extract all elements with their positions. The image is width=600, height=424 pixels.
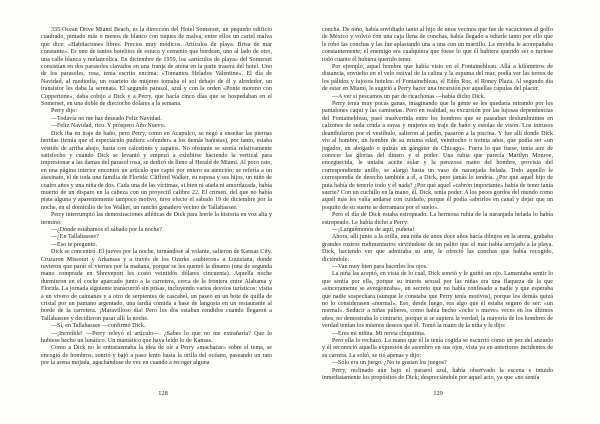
paragraph: concha. De niño, había envidiado tanto al hijo de unos vecinos que fue de vacaciones al golfo de México y volvió con una caja llena de conchas, había llegado a odiarle tanto por ello que le robó las conchas y las fue aplastando una a una con un martillo. La envidia le acompañaba constantemente; el enemigo era cualquiera que fuese lo que él hubiera querido ser o tuviese todo cuanto él hubiera querido tener. bbox=[322, 27, 553, 63]
paragraph: Pero ella lo rechazó. La mano que él le tenía cogida se escurrió como un pez del anzuelo y él reconoció aquella expresión de asombro en sus ojos, vista ya en anteriores incidentes de su carrera. La soltó, se rió apenas y dijo: bbox=[322, 338, 553, 359]
page-number-right: 129 bbox=[433, 390, 443, 397]
paragraph: —Todavía no me has deseado Feliz Navidad. bbox=[51, 115, 162, 122]
paragraph: —Van muy bien para hacerles los ojos. bbox=[332, 264, 428, 270]
paragraph: —Eres mi niñita. Mi novia chiquitina. bbox=[332, 330, 426, 337]
paragraph: 335 Ocean Drive Miami Beach, es la dirección del Hotel Somerset, un pequeño edificio cuadrado, pintado más o menos de blanco con toques de malva, entre ellos un cartel malva que dice: «Habitaciones libres. Precios muy módicos. Artículos de playa. Brisa de mar constante». Es uno de tantos hotelitos de estuco y cemento que bordean, uno al lado de otro, una calle blanca y melancólica. En diciembre de 1959, los «artículos de playa» del Somerset consistían en dos parasoles clavados en una franja de arena en la parte trasera del hotel. Uno de los parasoles, rosa, tenía escrito encima: «Tomamos Helados Valentine». El día de Navidad, al mediodía, un cuarteto de mujeres tomaba el sol debajo de él y alrededor, un transistor les daba la serenata. El segundo parasol, azul y con la orden «Ponte moreno con Coppertone», daba cobijo a Dick y a Perry, que hacía cinco días que se hospedaban en el Somerset, en una doble de dieciocho dólares a la semana. bbox=[41, 27, 272, 108]
paragraph: —Sólo era un juego. ¿No te gustan los juegos? bbox=[332, 360, 447, 367]
paragraph: Perry interrumpió las demostraciones atléticas de Dick para leerle la historia en voz alta y terminó: bbox=[41, 212, 272, 226]
paragraph: —Feliz Navidad, rico. Y próspero Año Nuevo. bbox=[51, 123, 166, 130]
paragraph: Ahora, allí junto a la orilla, una niña de unos doce años hacía dibujos en la arena, grababa grandes rostros rudimentarios sirviéndose de un palito que el mar había arrojado a la playa. Dick, haciendo ver que admiraba su arte, le ofreció las conchas que había recogido, diciéndole: bbox=[322, 234, 553, 263]
paragraph: Pero el día de Dick estaba estropeado. La hermosa rubia de la naranjada helada lo había estropeado. Le había dicho a Perry: bbox=[322, 212, 553, 226]
page-left-text bbox=[41, 27, 272, 368]
paragraph: —¡Increíble! —Perry releyó el artículo—. ¿Sabes lo que no me extrañaría? Que lo hubiese hecho un lunático. Un maniático que haya leído lo de Kansas. bbox=[41, 330, 272, 345]
paragraph: Como a Dick no le entusiasmaba la idea de oír a Perry «machacar» sobre el tema, se encogió de hombros, sonrió y bajó a paso lento hasta la orilla del océano, paseando un rato por la arena mojada, agachándose de vez en cuando a recoger alguna bbox=[41, 345, 272, 367]
paragraph: Por ejemplo, aquel hombre que había visto en el Fontainebleau. Allá a kilómetros de distancia, envuelto en el velo estival de la calina y la espuma del mar, podía ver las torres de los pálidos y lujosos hoteles: el Fontainebleau, el Edén Roc, el Roney Plaza. Al segundo día de estar en Miami, le sugirió a Perry hacer una incursión por aquellas cúpulas del placer. bbox=[322, 64, 553, 93]
paragraph: —¿Dónde estábamos el sábado por la noche? bbox=[51, 226, 163, 233]
paragraph: —¿En Tallahassee? bbox=[51, 234, 99, 241]
paragraph: Dick se concentró. El jueves por la noche, turnándose al volante, salieron de Kansas City. Cruzaron Missouri y Arkansas y a través de los Ozarks «subieron» a Louisiana, donde tuvieron que parar el viernes por la mañana, porque se les quemó la dínamo (una de segunda mano comprada en Shreveport les costó veintidós dólares cincuenta). Aquella noche durmieron en el coche aparcado junto a la carretera, cerca de la frontera entre Alabama y Florida. La jornada siguiente transcurrió sin prisas, incluyendo varios desvíos turísticos: visita a un vivero de caimanes y a otro de serpientes de cascabel, un paseo en un bote de quilla de cristal por un pantano argentado, una tardía comida a base de langosta en un restaurante al borde de la carretera. ¡Maravilloso día! Pero los dos estaban rendidos cuando llegaron a Tallahassee y decidieron pasar allí la noche. bbox=[41, 249, 272, 322]
paragraph: La niña las aceptó, en vista de lo cual, Dick sonrió y le guiñó un ojo. Lamentaba sentir lo que sentía por ella, porque su interés sexual por las niñas era una flaqueza de la que «sinceramente se avergonzaba», un secreto que no había confesado a nadie y que esperaba que nadie sospechara (aunque le constaba que Perry tenía motivos), porque los demás quizá no lo considerasen «normal». Eso, desde luego, era algo que él estaba seguro de ser: «un normal». Seducir a niñas púberes, como había hecho «ocho o nueve» veces en los últimos años, no demostraba lo contrario, porque si se supiera la verdad, la mayoría de los hombres de verdad tenían los mismos deseos que él. Tomó la mano de la niña y le dijo: bbox=[322, 271, 553, 330]
paragraph: Perry, reclinado aún bajo el parasol azul, había observado la escena e intuido inmediatamente los propósitos de Dick; despreciándole por aquel acto, ya que «no sentía bbox=[322, 367, 553, 382]
paragraph: Perry tenía muy pocas ganas, imaginando que la gente se les quedaría mirando por los pantalones caqui y las camisetas. Pero en realidad, su excursión por las lujosas dependencias del Fontainebleau, pasó inadvertida entre los hombres que se paseaban deslumbrantes en calzones de seda cruda a rayas y mujeres en traje de baño y estolas de visón. Los intrusos deambularon por el vestíbulo, salieron al jardín, pasaron a la piscina. Y fue allí donde Dick vio al hombre, un hombre de su misma edad, veintiocho o treinta años, que podía ser «un jugador, un abogado o quizás un gángster de Chicago». Fuera lo que fuese, tenía aire de conocer las glorias del dinero y el poder. Una rubia que parecía Marilyn Monroe, enceguecida, le untaba aceite solar y la perezosa mano del hombre, provista del correspondiente anillo, se alargó hasta un vaso de naranjada helada. Todo aquello le correspondía de derecho también a él, a Dick, pero jamás lo tendría. ¿Por qué aquel hijo de puta había de tenerlo todo y él nada? ¿Por qué aquel «cabrón importante» había de tener tanta suerte? Con un cuchillo en la mano, él, Dick, tenía poder. A los peces gordos del mundo como aquél más les valía andarse con cuidado, porque él podía «abrirlos en canal y dejar que un poquito de su suerte se derramara por el suelo». bbox=[322, 101, 553, 211]
paragraph: —¡Larguémonos de aquí, puñeta! bbox=[332, 226, 415, 233]
paragraph: —Sí, en Tallahassee —confirmó Dick. bbox=[51, 323, 146, 330]
page-right-text bbox=[322, 27, 553, 383]
paragraph: Perry dijo: bbox=[51, 108, 78, 115]
paragraph: —A ver si pescamos un par de ricachonas —había dicho Dick. bbox=[332, 93, 486, 100]
paragraph: Dick iba en traje de baño, pero Perry, como en Acapulco, se negó a enseñar las piernas heridas (temía que el espectáculo pudiera «ofender» a los demás bañistas), por tanto, estaba vestido de arriba abajo, hasta con calcetines y zapatos. No obstante se sentía relativamente satisfecho y cuando Dick se levantó y empezó a exhibirse haciendo la vertical para impresionar a las damas del parasol rosa, se dedicó de lleno al Herald de Miami. Al poco rato, en una página interior encontró un artículo que captó por entero su atención; se refería a un asesinato, el de toda una familia de Florida: Clifford Walker, su esposa y sus hijos, un niño de cuatro años y una niña de dos. Cada una de las víctimas, si bien ni atada ni amordazada, había muerto de un disparo en la cabeza con un proyectil calibre 22. El crimen, del que no había pista alguna y aparentemente tampoco motivo, tuvo efecto el sábado 19 de diciembre por la noche, en el domicilio de los Walker, un rancho ganadero vecino de Tallahassee. bbox=[41, 130, 272, 211]
book-page-right bbox=[300, 0, 600, 424]
page-number-left: 128 bbox=[158, 390, 168, 397]
paragraph: —Eso te pregunto. bbox=[51, 241, 98, 248]
